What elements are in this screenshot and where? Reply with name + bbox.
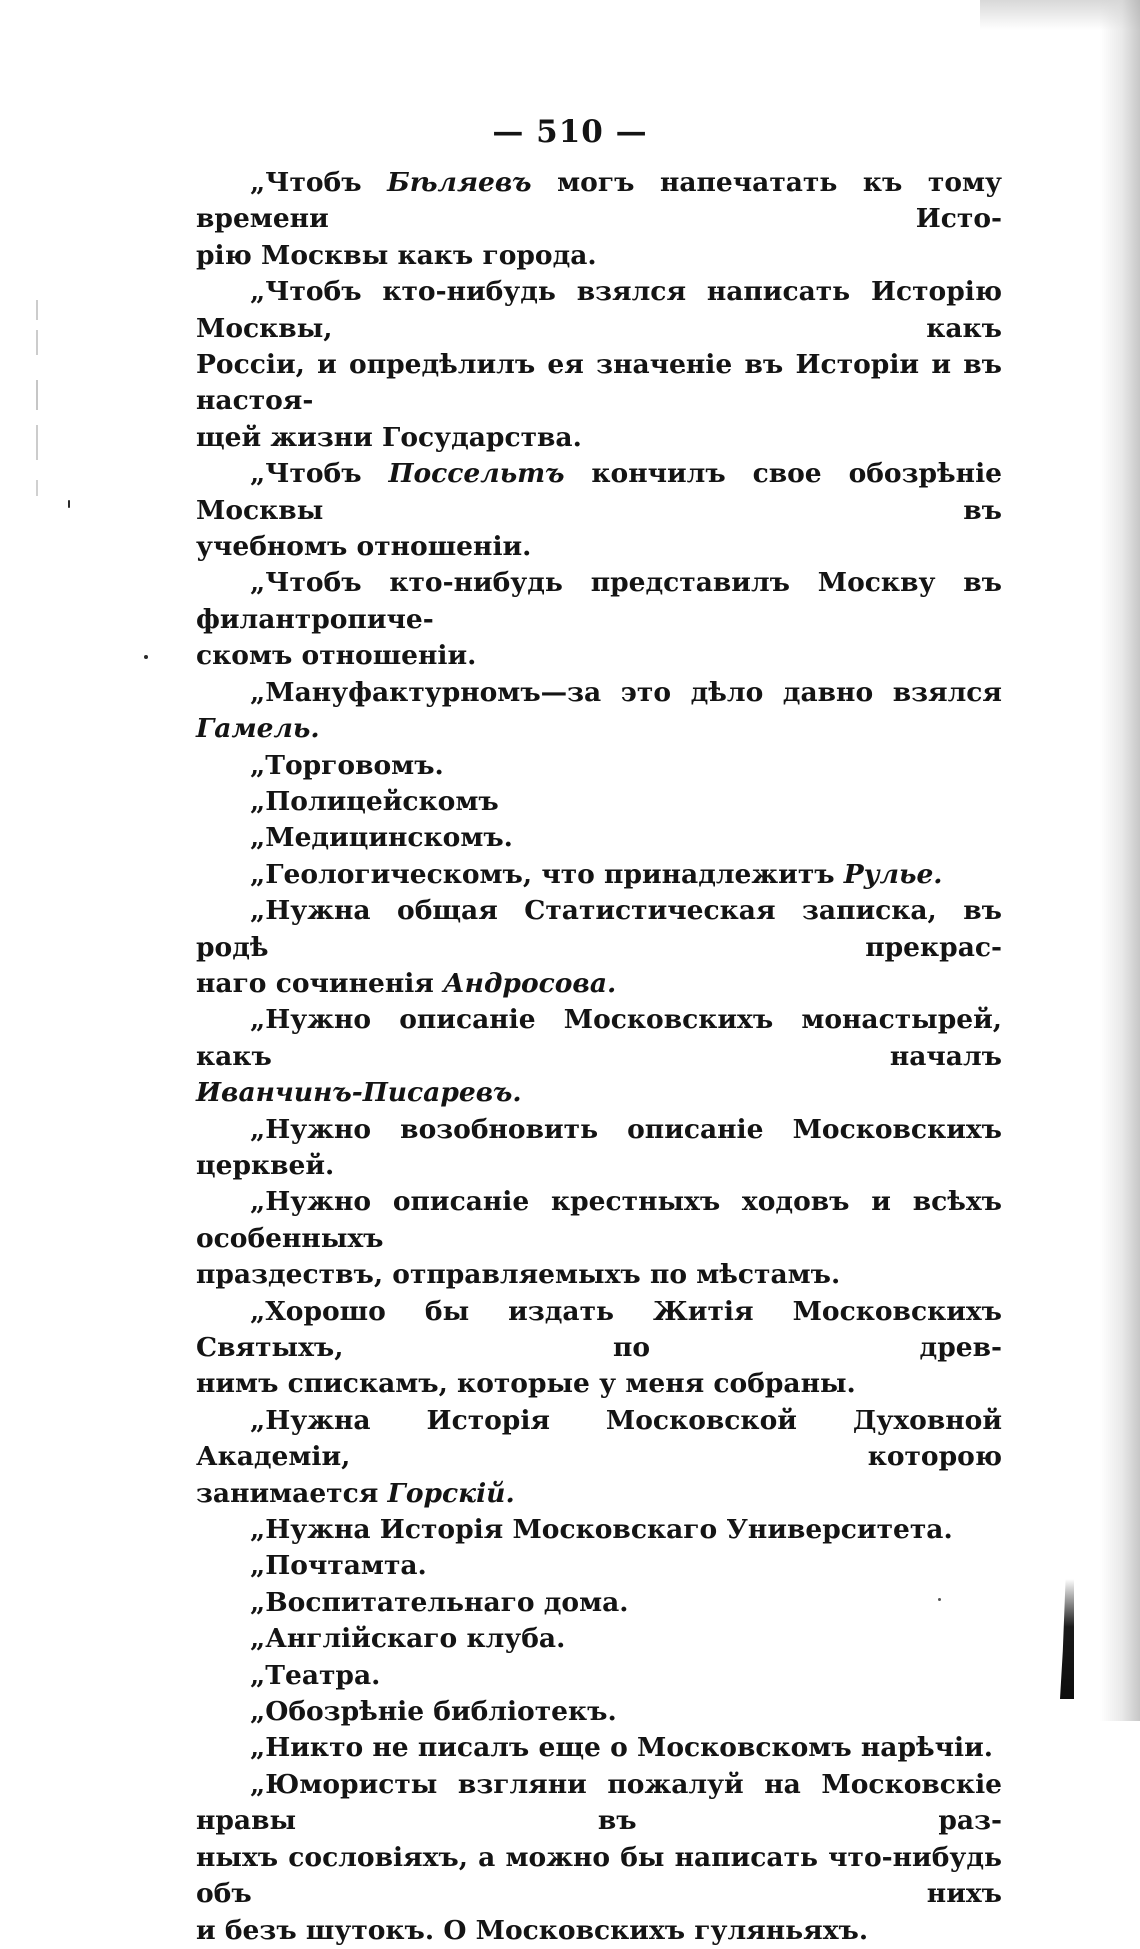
text-line bbox=[196, 1512, 1002, 1548]
paragraph bbox=[196, 1585, 1002, 1621]
text-line bbox=[196, 820, 1002, 856]
paragraph bbox=[196, 274, 1002, 456]
text-line bbox=[196, 638, 1002, 674]
text-segment: щей жизни Государства. bbox=[196, 421, 582, 453]
text-segment: „Полицейскомъ bbox=[250, 785, 499, 817]
text-segment: нимъ спискамъ, которые у меня собраны. bbox=[196, 1368, 856, 1400]
text-segment: ныхъ сословіяхъ, а можно бы написать что-нибудь объ нихъ bbox=[196, 1841, 1002, 1910]
text-segment: „Нужна Исторія Московской Духовной Академіи, которою bbox=[196, 1404, 1002, 1473]
paragraph bbox=[196, 1002, 1002, 1111]
paragraph bbox=[196, 820, 1002, 856]
text-line bbox=[196, 420, 1002, 456]
text-line bbox=[196, 893, 1002, 966]
paragraph bbox=[196, 565, 1002, 674]
paragraph bbox=[196, 1112, 1002, 1185]
text-segment: „Обозрѣніе библіотекъ. bbox=[250, 1696, 617, 1728]
edge-ink-mark bbox=[1060, 1579, 1074, 1699]
italic-name: Бѣляевъ bbox=[387, 167, 532, 198]
text-segment: „Нужно описаніе Московскихъ монастырей, какъ началъ bbox=[196, 1004, 1002, 1072]
text-line bbox=[196, 1913, 1002, 1949]
italic-name: Горскій. bbox=[387, 1477, 515, 1509]
text-line bbox=[196, 1294, 1002, 1367]
text-segment: „Нужно описаніе крестныхъ ходовъ и всѣхъ особенныхъ bbox=[196, 1186, 1002, 1254]
text-segment: учебномъ отношеніи. bbox=[196, 531, 532, 563]
text-line bbox=[196, 1694, 1002, 1730]
paragraph bbox=[196, 165, 1002, 274]
text-line bbox=[196, 238, 1002, 274]
scan-edge-shadow bbox=[1100, 0, 1140, 1721]
text-segment: „Театра. bbox=[250, 1659, 381, 1691]
text-line bbox=[196, 1621, 1002, 1657]
ink-speck bbox=[68, 500, 70, 508]
binding-marks bbox=[34, 300, 40, 520]
paragraph bbox=[196, 748, 1002, 784]
text-segment: „Медицинскомъ. bbox=[250, 822, 513, 854]
text-line bbox=[196, 1112, 1002, 1185]
text-line bbox=[196, 1257, 1002, 1293]
paragraph bbox=[196, 675, 1002, 748]
paragraph bbox=[196, 456, 1002, 565]
paragraph bbox=[196, 1658, 1002, 1694]
text-segment: „Чтобъ bbox=[250, 458, 389, 490]
paragraph bbox=[196, 1621, 1002, 1657]
paragraph bbox=[196, 1767, 1002, 1949]
paragraph bbox=[196, 1694, 1002, 1730]
text-line bbox=[196, 1548, 1002, 1584]
paragraph bbox=[196, 1548, 1002, 1584]
text-segment: „Нужна Исторія Московскаго Университета. bbox=[250, 1514, 953, 1546]
text-line bbox=[196, 784, 1002, 820]
text-line bbox=[196, 1476, 1002, 1512]
text-line bbox=[196, 1730, 1002, 1766]
paragraph bbox=[196, 857, 1002, 893]
text-segment: праздествъ, отправляемыхъ по мѣстамъ. bbox=[196, 1259, 841, 1291]
paragraph bbox=[196, 893, 1002, 1002]
text-segment: „Хорошо бы издать Житія Московскихъ Святыхъ, по древ- bbox=[196, 1295, 1002, 1363]
text-segment: „Юмористы взгляни пожалуй на Московскіе нравы въ раз- bbox=[196, 1768, 1002, 1837]
text-segment: Россіи, и опредѣлилъ ея значеніе въ Исторіи и въ настоя- bbox=[196, 349, 1002, 417]
text-segment: занимается bbox=[196, 1477, 388, 1509]
italic-name: Гамель. bbox=[196, 713, 320, 745]
text-segment: „Англійскаго клуба. bbox=[250, 1623, 566, 1655]
text-segment: скомъ отношеніи. bbox=[196, 640, 477, 672]
italic-name: Поссельтъ bbox=[388, 458, 565, 490]
body-text bbox=[196, 165, 1002, 1949]
text-line bbox=[196, 456, 1002, 529]
text-line bbox=[196, 165, 1002, 238]
text-segment: рію Москвы какъ города. bbox=[196, 239, 597, 271]
text-line bbox=[196, 675, 1002, 748]
text-line bbox=[196, 274, 1002, 347]
paragraph bbox=[196, 1730, 1002, 1766]
text-line bbox=[196, 1184, 1002, 1257]
text-segment: „Нужна общая Статистическая записка, въ родѣ прекрас- bbox=[196, 895, 1002, 963]
text-segment: и безъ шутокъ. О Московскихъ гуляньяхъ. bbox=[196, 1914, 869, 1946]
text-line bbox=[196, 1403, 1002, 1476]
text-segment: „Геологическомъ, что принадлежитъ bbox=[250, 858, 844, 890]
text-segment: могъ напечатать къ тому времени Исто- bbox=[196, 167, 1002, 235]
text-segment: „Воспитательнаго дома. bbox=[250, 1586, 629, 1618]
text-line bbox=[196, 857, 1002, 893]
text-segment: „Чтобъ bbox=[250, 167, 388, 198]
paragraph bbox=[196, 1403, 1002, 1512]
text-line bbox=[196, 347, 1002, 420]
text-segment: „Чтобъ кто-нибудь взялся написать Исторію Москвы, какъ bbox=[196, 276, 1002, 344]
ink-speck bbox=[144, 655, 148, 659]
text-segment: наго сочиненія bbox=[196, 967, 444, 999]
text-segment: „Чтобъ кто-нибудь представилъ Москву въ филантропиче- bbox=[196, 567, 1002, 635]
text-segment: „Никто не писалъ еще о Московскомъ нарѣчіи. bbox=[250, 1732, 993, 1764]
text-segment: „Почтамта. bbox=[250, 1550, 427, 1582]
text-line bbox=[196, 1767, 1002, 1840]
text-line bbox=[196, 1585, 1002, 1621]
text-segment: „Нужно возобновить описаніе Московскихъ церквей. bbox=[196, 1113, 1002, 1181]
text-line bbox=[196, 1658, 1002, 1694]
text-segment: кончилъ свое обозрѣніе Москвы въ bbox=[196, 458, 1002, 526]
paragraph bbox=[196, 1184, 1002, 1293]
italic-name: Иванчинъ-Писаревъ. bbox=[196, 1077, 522, 1109]
text-segment: „Торговомъ. bbox=[250, 749, 444, 781]
text-line bbox=[196, 966, 1002, 1002]
paragraph bbox=[196, 1512, 1002, 1548]
text-line bbox=[196, 1366, 1002, 1402]
italic-name: Андросова. bbox=[443, 967, 617, 999]
paragraph bbox=[196, 784, 1002, 820]
page-number: — 510 — bbox=[492, 114, 648, 150]
text-segment: „Мануфактурномъ—за это дѣло давно взялся bbox=[250, 676, 1002, 708]
text-line bbox=[196, 1075, 1002, 1111]
text-line bbox=[196, 565, 1002, 638]
text-line bbox=[196, 529, 1002, 565]
text-line bbox=[196, 1840, 1002, 1913]
text-line bbox=[196, 748, 1002, 784]
italic-name: Рулье. bbox=[843, 858, 943, 890]
paragraph bbox=[196, 1294, 1002, 1403]
text-line bbox=[196, 1002, 1002, 1075]
